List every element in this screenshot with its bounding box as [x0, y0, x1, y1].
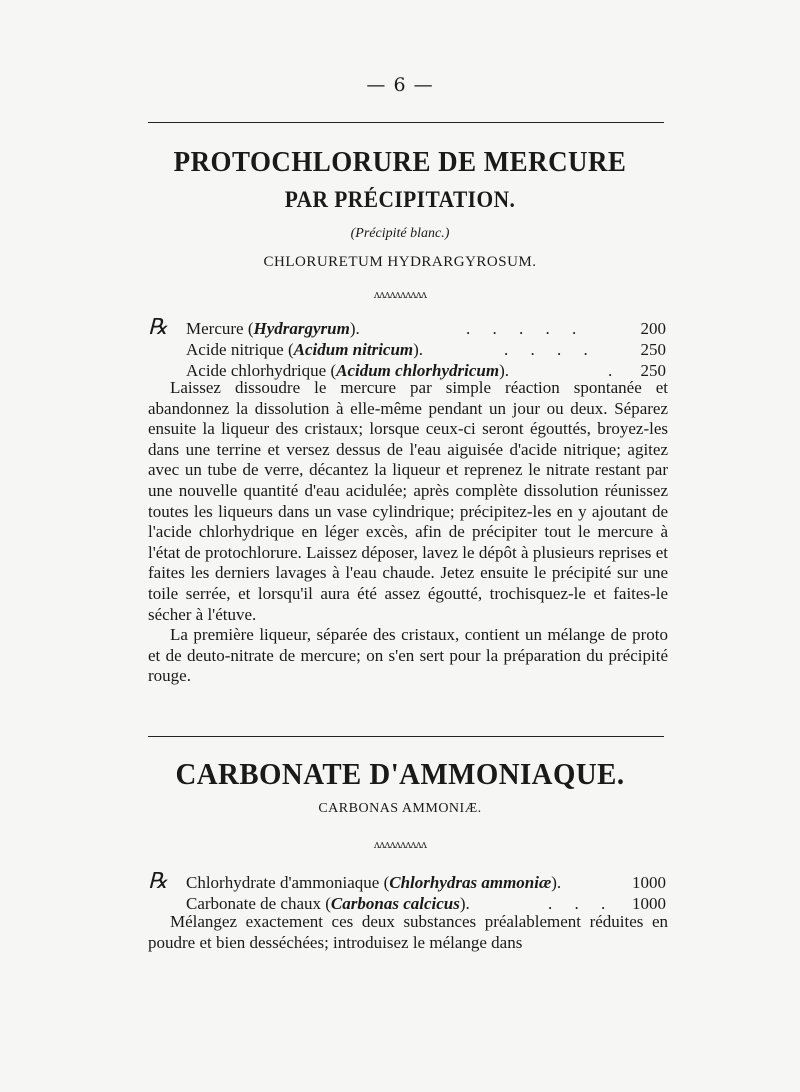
section1-body: [148, 378, 668, 687]
section2-latin-name: CARBONAS AMMONIÆ.: [318, 801, 482, 816]
section1-recipe: [148, 314, 666, 381]
ingredient-row: [148, 893, 666, 914]
paragraph: La première liqueur, séparée des cristaux, contient un mélange de proto et de deuto-nitrate de mercure; on s'en sert pour la préparation du précipité rouge.: [148, 625, 668, 686]
ingredient-row: [148, 339, 666, 360]
paragraph: Laissez dissoudre le mercure par simple réaction spontanée et abandonnez la dissolution à elle-même pendant un jour ou deux. Séparez ensuite la liqueur des cristaux; lorsque ceux-ci seront égouttés, broyez-les dans une terrine et versez dessus de l'eau aiguisée d'acide nitrique; agitez avec un tube de verre, décantez la liqueur et reprenez le nitrate restant par une nouvelle quantité d'eau acidulée; après complète dissolution réunissez toutes les liqueurs dans un vase cylindrique; précipitez-les en y ajoutant de l'acide chlorhydrique en léger excès, afin de précipiter tout le mercure à l'état de protochlorure. Laissez déposer, lavez le dépôt à plusieurs reprises et faites les derniers lavages à l'eau chaude. Jetez ensuite le précipité sur une toile serrée, et lorsqu'il aura été assez égoutté, trochisquez-le et faites-le sécher à l'étuve.: [148, 378, 668, 624]
ingredient-quantity: 200: [640, 319, 666, 338]
leader-dots: . . .: [548, 894, 615, 913]
recipe-symbol-icon: ℞: [148, 868, 168, 893]
section-divider-rule: [148, 736, 664, 737]
ingredient-name: Chlorhydrate d'ammoniaque (Chlorhydras ammoniæ).: [186, 873, 562, 892]
ornament-divider: ʌʌʌʌʌʌʌʌʌʌ: [373, 288, 427, 301]
ingredient-name: Mercure (Hydrargyrum).: [186, 319, 360, 338]
section1-title-line2: PAR PRÉCIPITATION.: [284, 187, 516, 212]
section2-body: [148, 912, 668, 953]
leader-dots: .: [608, 361, 622, 380]
section1-latin-name: CHLORURETUM HYDRARGYROSUM.: [263, 254, 537, 270]
section2-title: CARBONATE D'AMMONIAQUE.: [175, 756, 625, 791]
recipe-symbol-icon: ℞: [148, 314, 168, 339]
section1-title-line1: PROTOCHLORURE DE MERCURE: [173, 146, 627, 178]
ingredient-name: Acide nitrique (Acidum nitricum).: [186, 340, 424, 359]
ingredient-row: [148, 314, 666, 339]
ingredient-name: Acide chlorhydrique (Acidum chlorhydricum).: [186, 361, 509, 380]
page-number: — 6 —: [366, 74, 434, 96]
ingredient-quantity: 250: [640, 361, 666, 380]
ingredient-name: Carbonate de chaux (Carbonas calcicus).: [186, 894, 470, 913]
leader-dots: . . . . .: [466, 319, 586, 338]
section1-subtitle: (Précipité blanc.): [350, 226, 450, 241]
leader-dots: . . . .: [504, 340, 597, 359]
section2-recipe: [148, 868, 666, 914]
ingredient-quantity: 1000: [632, 894, 666, 913]
ingredient-row: [148, 868, 666, 893]
paragraph: Mélangez exactement ces deux substances préalablement réduites en poudre et bien desséchées; introduisez le mélange dans: [148, 912, 668, 952]
ingredient-quantity: 250: [640, 340, 666, 359]
ornament-divider: ʌʌʌʌʌʌʌʌʌʌ: [373, 838, 427, 851]
header-rule: [148, 122, 664, 123]
ingredient-quantity: 1000: [632, 873, 666, 892]
